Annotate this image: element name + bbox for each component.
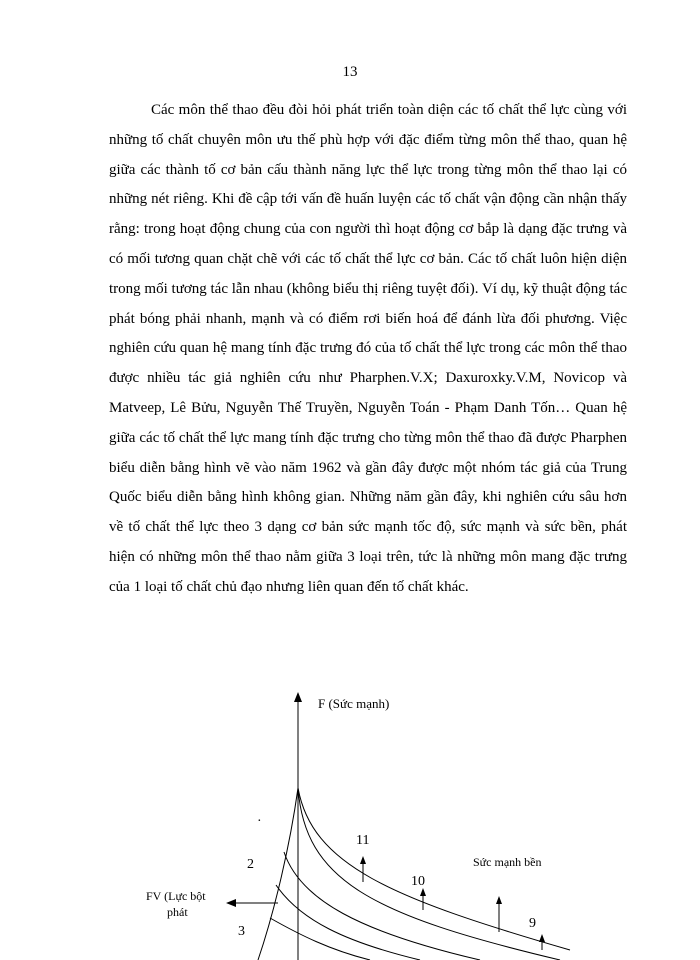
- f-axis-label: F (Sức mạnh): [318, 696, 390, 711]
- arrow-9-head: [539, 934, 545, 942]
- zone-label-11: 11: [356, 833, 370, 848]
- curve-2: [298, 788, 560, 960]
- zone-label-9: 9: [529, 916, 536, 931]
- zone-label-3: 3: [238, 924, 245, 939]
- left-boundary-curve: [258, 788, 298, 960]
- fv-label-line1: FV (Lực bột: [146, 889, 206, 903]
- page-number: 13: [342, 64, 358, 80]
- arrow-11-head: [360, 856, 366, 864]
- endurance-label: Sức mạnh bền: [473, 855, 542, 869]
- f-axis-arrow: [294, 692, 302, 702]
- zone-label-2: 2: [247, 857, 254, 872]
- fv-label-line2: phát: [167, 905, 188, 919]
- arrow-endurance-head: [496, 896, 502, 904]
- curve-3: [284, 852, 480, 960]
- fv-arrow-head: [226, 899, 236, 907]
- arrow-10-head: [420, 888, 426, 896]
- body-paragraph: Các môn thể thao đều đòi hỏi phát triển toàn diện các tố chất thể lực cùng với những tố chất chuyên môn ưu thế phù hợp với đặc điểm từng môn thể thao, quan hệ giữa các thành tố cơ bản cấu thành năng lực thể lực trong từng môn thể thao lại có những nét riêng. Khi đề cập tới vấn đề huấn luyện các tố chất vận động cần nhận thấy rằng: trong hoạt động chung của con người thì hoạt động cơ bắp là dạng đặc trưng và có mối tương quan chặt chẽ với các tố chất thể lực cơ bản. Các tố chất luôn hiện diện trong mối tương tác lẫn nhau (không biểu thị riêng tuyệt đối). Ví dụ, kỹ thuật động tác phát bóng phải nhanh, mạnh và có điểm rơi biến hoá để đánh lừa đối phương. Việc nghiên cứu quan hệ mang tính đặc trưng đó của tố chất thể lực trong các môn thể thao được nhiều tác giả nghiên cứu như Pharphen.V.X; Daxuroxky.V.M, Novicop và Matveep, Lê Bửu, Nguyễn Thế Truyền, Nguyễn Toán - Phạm Danh Tốn… Quan hệ giữa các tố chất thể lực mang tính đặc trưng cho từng môn thể thao đã được Pharphen biểu diễn bằng hình vẽ vào năm 1962 và gần đây được một nhóm tác giả của Trung Quốc biểu diễn bằng hình không gian. Những năm gần đây, khi nghiên cứu sâu hơn về tố chất thể lực theo 3 dạng cơ bản sức mạnh tốc độ, sức mạnh và sức bền, phát hiện có những môn thể thao nằm giữa 3 loại trên, tức là những môn mang đặc trưng của 1 loại tố chất chủ đạo nhưng liên quan đến tố chất khác.: [109, 102, 627, 595]
- zone-label-10: 10: [411, 874, 425, 889]
- dot-mark: ·: [257, 814, 262, 829]
- strength-diagram: [0, 670, 700, 960]
